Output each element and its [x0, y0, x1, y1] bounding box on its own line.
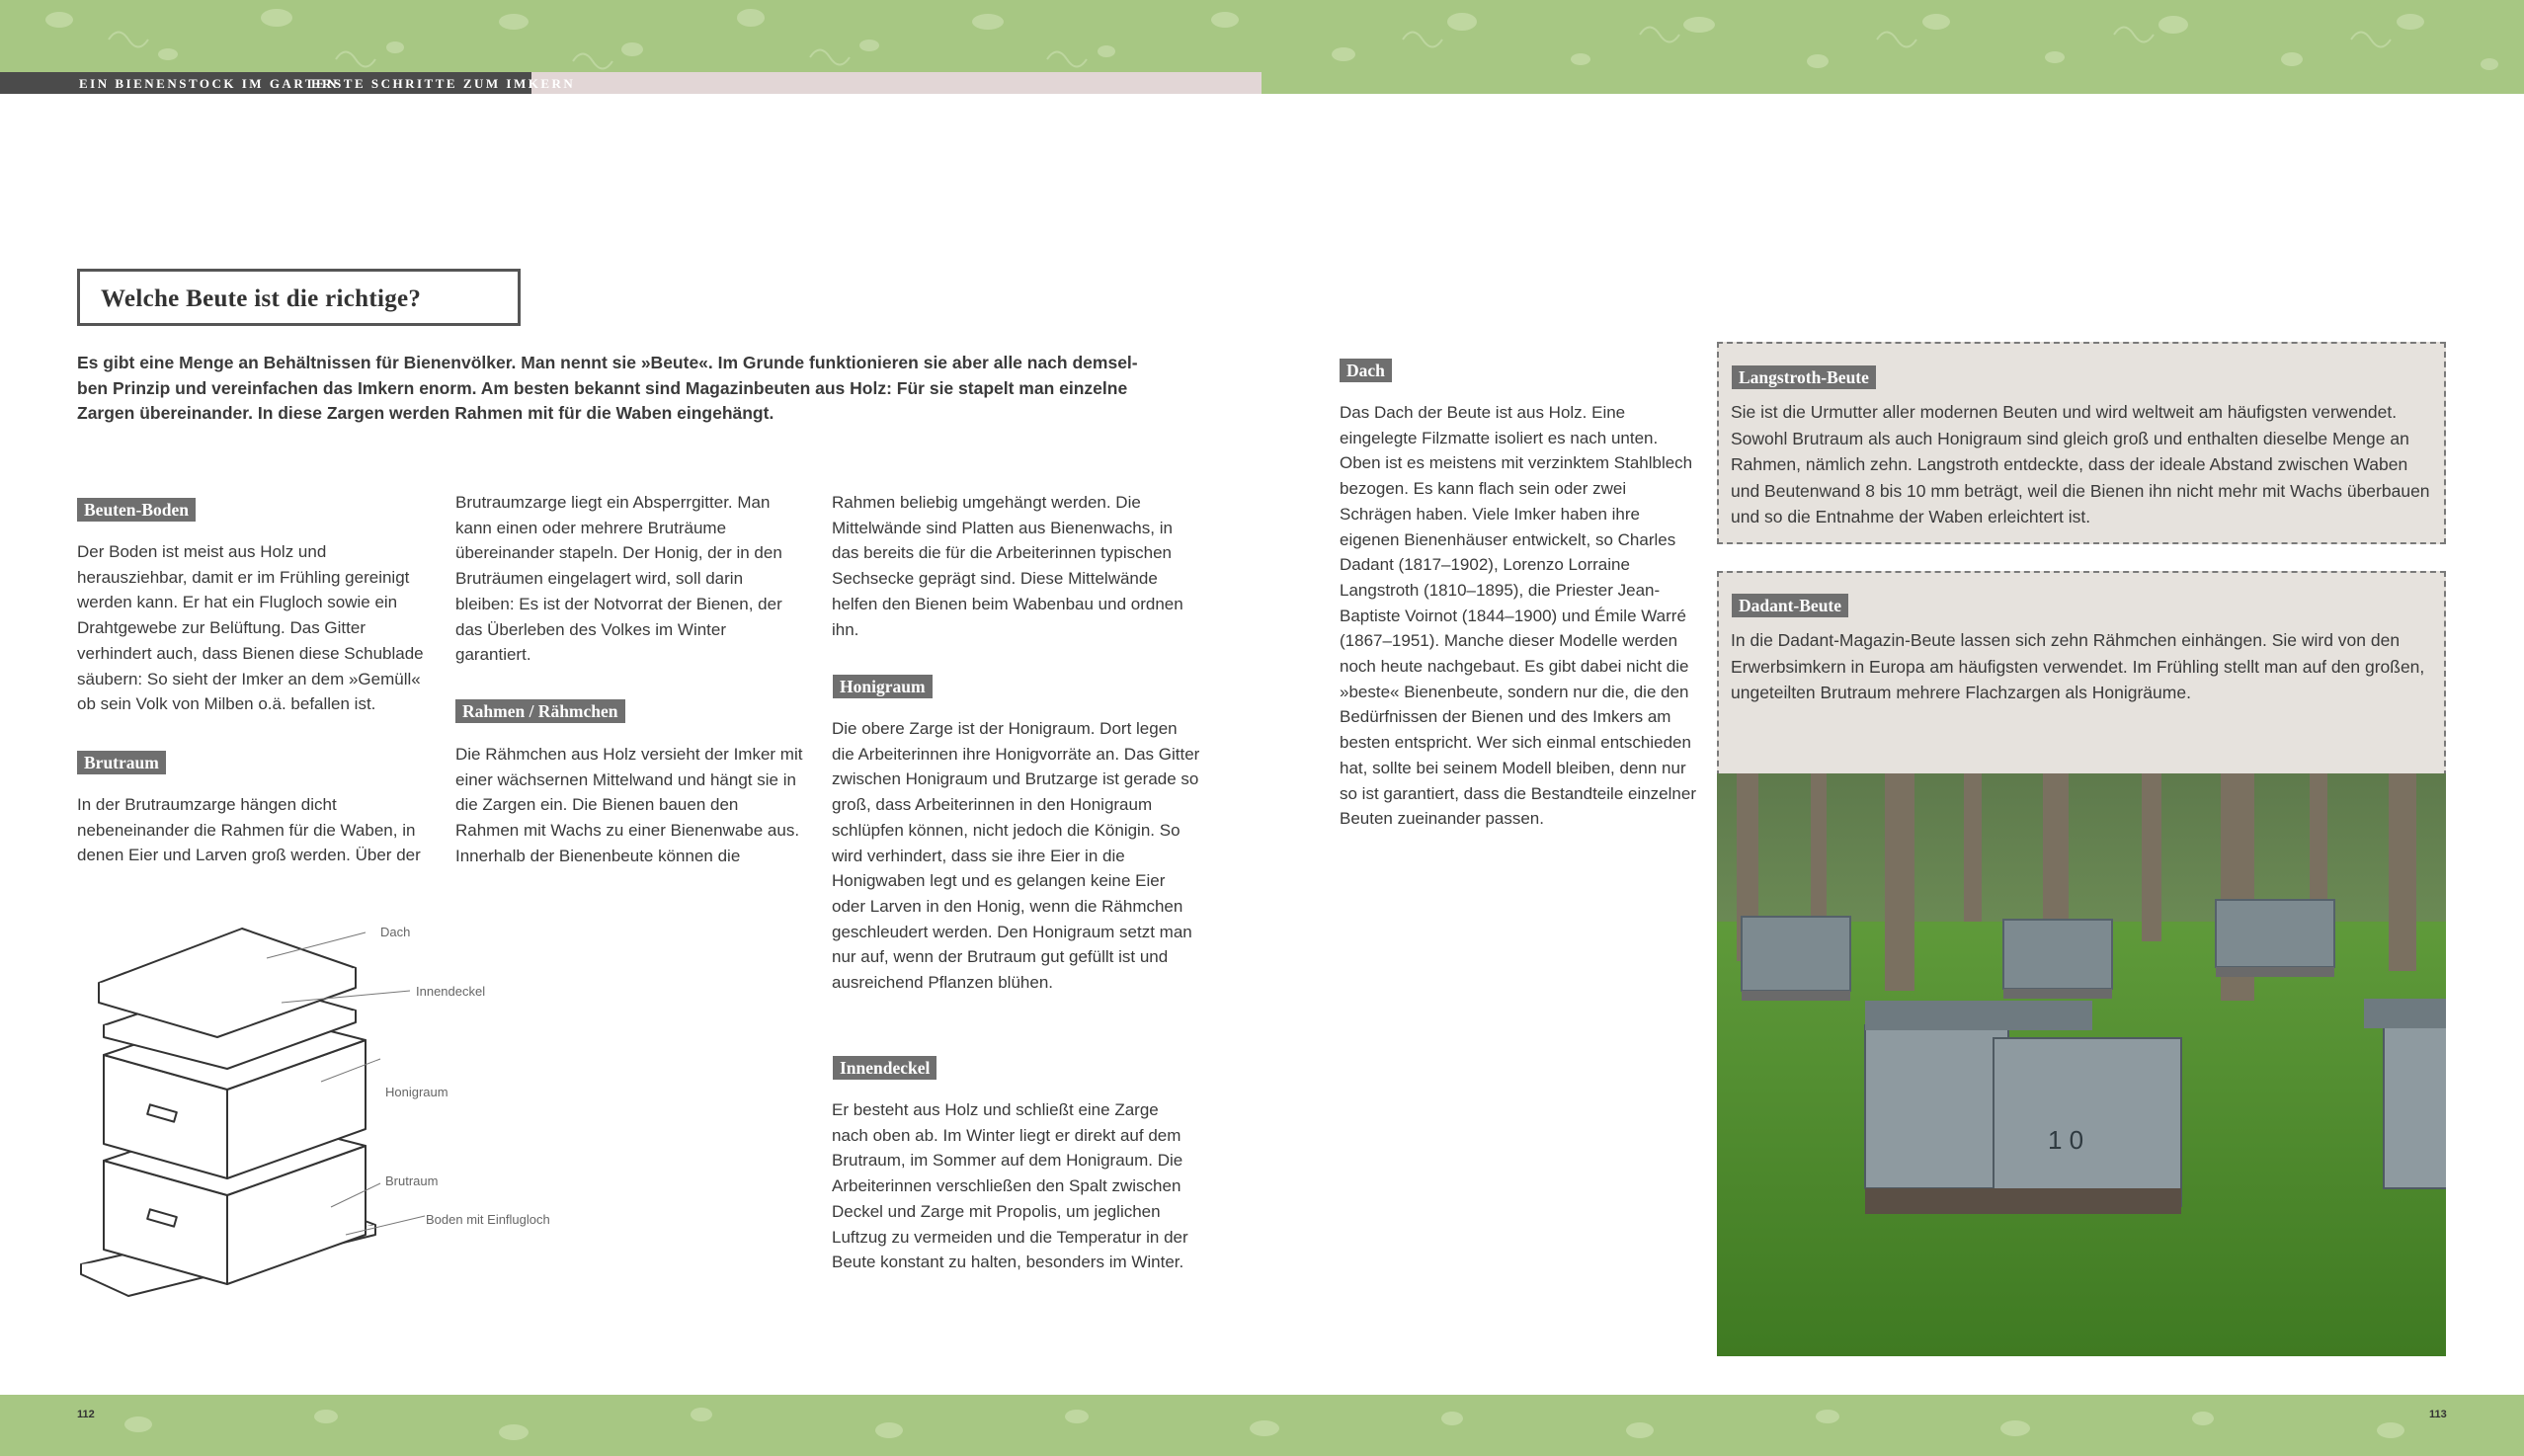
page-number-right: 113 [2429, 1409, 2447, 1420]
label-dach: Dach [1340, 359, 1392, 382]
crate-marking: 1 0 [2048, 1125, 2084, 1155]
label-innendeckel: Innendeckel [833, 1056, 936, 1080]
text-honigraum: Die obere Zarge ist der Honigraum. Dort legen die Arbeiterinnen ihre Honigvorräte an. Das Gitter zwischen Honigraum und Brutzarge ist gerade so groß, dass Arbeiterinnen in den Honigraum schlüpfen können, nicht jedoch die Königin. So wird verhindert, dass sie ihre Eier in die Honigwaben legt und es gelangen keine Eier oder Larven in den Honig, wenn die Rähmchen geschleudert werden. Den Honigraum setzt man nur auf, wenn der Brutraum gut gefüllt ist und ausreichend Pflanzen blühen. [832, 719, 1200, 993]
text-langstroth: Sie ist die Urmutter aller modernen Beuten und wird weltweit am häufigsten verwendet. Sowohl Brutraum als auch Honigraum sind gleich groß und enthalten dieselbe Menge an Rahmen, nämlich zehn. Langstroth entdeckte, dass der ideale Abstand zwischen Waben und Beutenwand 8 bis 10 mm beträgt, weil die Bienen ihn nicht mehr mit Wachs überbauen und so die Entnahme der Waben erleichtert ist. [1731, 402, 2430, 526]
bottom-decorative-band [0, 1395, 2524, 1456]
text-dadant: In die Dadant-Magazin-Beute lassen sich zehn Rähmchen einhängen. Sie wird von den Erwerbsimkern in Europa am häufigsten verwendet. Im Frühling stellt man auf den großen, ungeteilten Brutraum mehrere Flachzargen als Honigräume. [1731, 630, 2425, 702]
section-title-box [77, 269, 521, 326]
text-brutraum-cont: Brutraumzarge liegt ein Absperrgitter. Man kann einen oder mehrere Bruträume übereinander stapeln. Der Honig, der in den Bruträumen eingelagert wird, soll darin bleiben: Es ist der Notvorrat der Bienen, der das Überleben des Volkes im Winter garantiert. [455, 493, 782, 665]
diagram-label-honigraum: Honigraum [385, 1085, 448, 1099]
header-nav-dark [0, 72, 576, 94]
intro-paragraph: Es gibt eine Menge an Behältnissen für Bienenvölker. Man nennt sie »Beute«. Im Grunde funktionieren sie aber alle nach demsel-ben Prinzip und vereinfachen das Imkern enorm. Am besten bekannt sind Magazinbeuten aus Holz: Für sie stapelt man einzelne Zargen übereinander. In diese Zargen werden Rahmen mit für die Waben eingehängt. [77, 353, 1138, 423]
box-langstroth [1717, 342, 2446, 544]
label-langstroth: Langstroth-Beute [1732, 365, 1876, 389]
diagram-label-dach: Dach [380, 925, 411, 939]
nav-item-first-steps[interactable]: ERSTE SCHRITTE ZUM IMKERN [311, 76, 576, 91]
text-innendeckel: Er besteht aus Holz und schließt eine Zarge nach oben ab. Im Winter liegt er direkt auf dem Brutraum, im Sommer auf dem Honigraum. Die Arbeiterinnen verschließen den Spalt zwischen Deckel und Zarge mit Propolis, um jeglichen Luftzug zu vermeiden und die Temperatur in der Beute konstant zu halten, besonders im Winter. [832, 1100, 1188, 1272]
beehives-photo-drawing [1717, 773, 2446, 1356]
text-dach: Das Dach der Beute ist aus Holz. Eine eingelegte Filzmatte isoliert es nach unten. Oben ist es meistens mit verzinktem Stahlblech bezogen. Es kann flach sein oder zwei Schrägen haben. Viele Imker haben ihre eigenen Bienenhäuser entwickelt, so Charles Dadant (1817–1902), Lorenzo Lorraine Langstroth (1810–1895), die Priester Jean-Baptiste Voirnot (1844–1900) und Émile Warré (1867–1951). Manche dieser Modelle werden noch heute nachgebaut. Es gibt dabei nicht die »beste« Bienenbeute, sondern nur die, die den Bedürfnissen der Bienen und des Imkers am besten entspricht. Wer sich einmal entschieden hat, sollte bei seinem Modell bleiben, denn nur so ist garantiert, dass die Bestandteile einzelner Beuten zueinander passen. [1340, 403, 1696, 829]
label-dadant: Dadant-Beute [1732, 594, 1848, 617]
beehives-photo [1717, 773, 2446, 1356]
label-rahmen: Rahmen / Rähmchen [455, 699, 625, 723]
text-rahmen-cont: Rahmen beliebig umgehängt werden. Die Mittelwände sind Platten aus Bienenwachs, in das bereits die für die Arbeiterinnen typischen Sechsecke geprägt sind. Diese Mittelwände helfen den Bienen beim Wabenbau und ordnen ihn. [832, 493, 1183, 639]
text-brutraum: In der Brutraumzarge hängen dicht nebeneinander die Rahmen für die Waben, in denen Eier und Larven groß werden. Über der [77, 795, 421, 865]
text-rahmen: Die Rähmchen aus Holz versieht der Imker mit einer wächsernen Mittelwand und hängt sie in die Zargen ein. Die Bienen bauen den Rahmen mit Wachs zu einer Bienenwabe aus. Innerhalb der Bienenbeute können die [455, 745, 803, 865]
diagram-label-boden: Boden mit Einflugloch [426, 1212, 550, 1227]
diagram-label-innendeckel: Innendeckel [416, 984, 486, 999]
diagram-label-brutraum: Brutraum [385, 1173, 439, 1188]
header-nav [0, 72, 1262, 94]
label-beuten-boden: Beuten-Boden [77, 498, 196, 522]
label-brutraum: Brutraum [77, 751, 166, 774]
insect-pattern-bottom [0, 1395, 2524, 1456]
label-honigraum: Honigraum [833, 675, 933, 698]
nav-item-garden[interactable]: EIN BIENENSTOCK IM GARTEN [79, 76, 339, 91]
box-dadant [1717, 571, 2446, 776]
section-title: Welche Beute ist die richtige? [101, 285, 422, 312]
beehive-diagram [69, 899, 583, 1314]
page-number-left: 112 [77, 1409, 95, 1420]
text-beuten-boden: Der Boden ist meist aus Holz und herausziehbar, damit er im Frühling gereinigt werden kann. Er hat ein Flugloch sowie ein Drahtgewebe zur Belüftung. Das Gitter verhindert auch, dass Bienen diese Schublade säubern: So sieht der Imker an dem »Gemüll« ob sein Volk von Milben o.ä. befallen ist. [77, 542, 424, 714]
